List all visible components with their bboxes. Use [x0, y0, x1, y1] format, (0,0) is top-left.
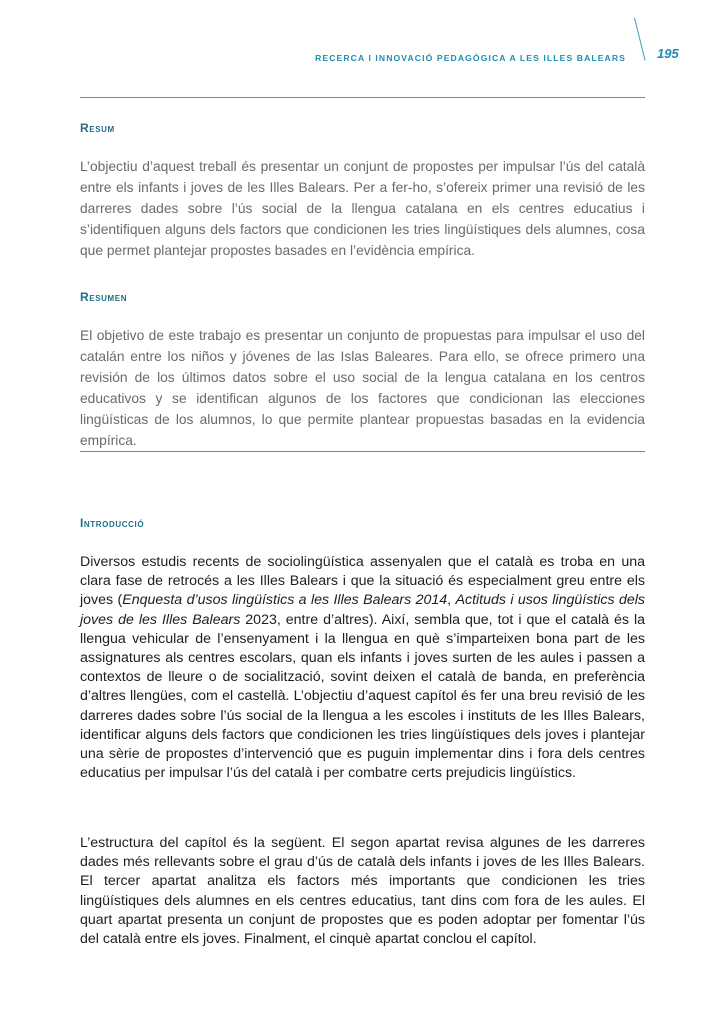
introduction-paragraph-2: L’estructura del capítol és la següent. El segon apartat revisa algunes de les darreres dades més rellevants sobre el grau d’ús de català dels infants i joves de les Illes Balears. El tercer apartat analitza els factors més importants que condicionen les tries lingüístiques dels alumnes en els centres educatius, tant dins com fora de les aules. El quart apartat presenta un conjunt de propostes que es poden adoptar per fomentar l’ús del català entre els joves. Finalment, el cinquè apartat conclou el capítol. [80, 835, 645, 948]
paragraph-text-run: , [447, 592, 456, 609]
abstract-es-text: El objetivo de este trabajo es presentar un conjunto de propuestas para impulsar el uso del catalán entre los niños y jóvenes de las Islas Baleares. Para ello, se ofrece primero una revisión de los últimos datos sobre el uso social de la lengua catalana en los centros educativos y se identifican algunos de los factores que condicionan las elecciones lingüísticas de los alumnos, lo que permite plantear propuestas basadas en la evidencia empírica. [80, 328, 645, 448]
abstract-ca-heading: Resum [80, 121, 115, 135]
cited-study-title: Actituds i usos lingüístics dels joves de les Illes Balears [80, 592, 645, 628]
header-decorative-line [634, 18, 646, 61]
abstract-ca-text: L’objectiu d’aquest treball és presentar un conjunt de propostes per impulsar l’ús del català entre els infants i joves de les Illes Balears. Per a fer-ho, s’ofereix primer una revisió de les darreres dades sobre l’ús social de la llengua catalana en els centres educatius i s’identifiquen alguns dels factors que condicionen les tries lingüístiques dels alumnes, cosa que permet plantejar propostes basades en l’evidència empírica. [80, 159, 645, 258]
paragraph-text-run: Diversos estudis recents de sociolingüística assenyalen que el català es troba en una clara fase de retrocés a les Illes Balears i que la situació és especialment greu entre els joves ( [80, 554, 645, 609]
abstract-bottom-rule [80, 451, 645, 452]
paragraph-text-run: 2023, entre d’altres). Així, sembla que, tot i que el català és la llengua vehicular de l’ensenyament i la llengua en què s’imparteixen bona part de les assignatures als centres escolars, quan els infants i joves surten de les aules i passen a contextos de lleure o de socialització, sovint deixen el català de banda, en preferència d’altres llengües, com el castellà. L’objectiu d’aquest capítol és fer una breu revisió de les darreres dades sobre l’ús social de la llengua a les escoles i instituts de les Illes Balears, identificar alguns dels factors que condicionen les tries lingüístiques dels joves i plantejar una sèrie de propostes d’intervenció que es puguin implementar dins i fora dels centres educatius per impulsar l’ús del català i per combatre certs prejudicis lingüístics. [80, 611, 646, 782]
page-number: 195 [657, 46, 679, 61]
cited-survey-title: Enquesta d’usos lingüístics a les Illes Balears 2014 [122, 592, 448, 609]
abstract-top-rule [80, 97, 645, 98]
introduction-heading: Introducció [80, 516, 145, 530]
abstract-es-heading: Resumen [80, 290, 128, 304]
running-title: RECERCA I INNOVACIÓ PEDAGÒGICA A LES ILLES BALEARS [315, 53, 626, 63]
introduction-paragraph-1 [80, 553, 645, 783]
